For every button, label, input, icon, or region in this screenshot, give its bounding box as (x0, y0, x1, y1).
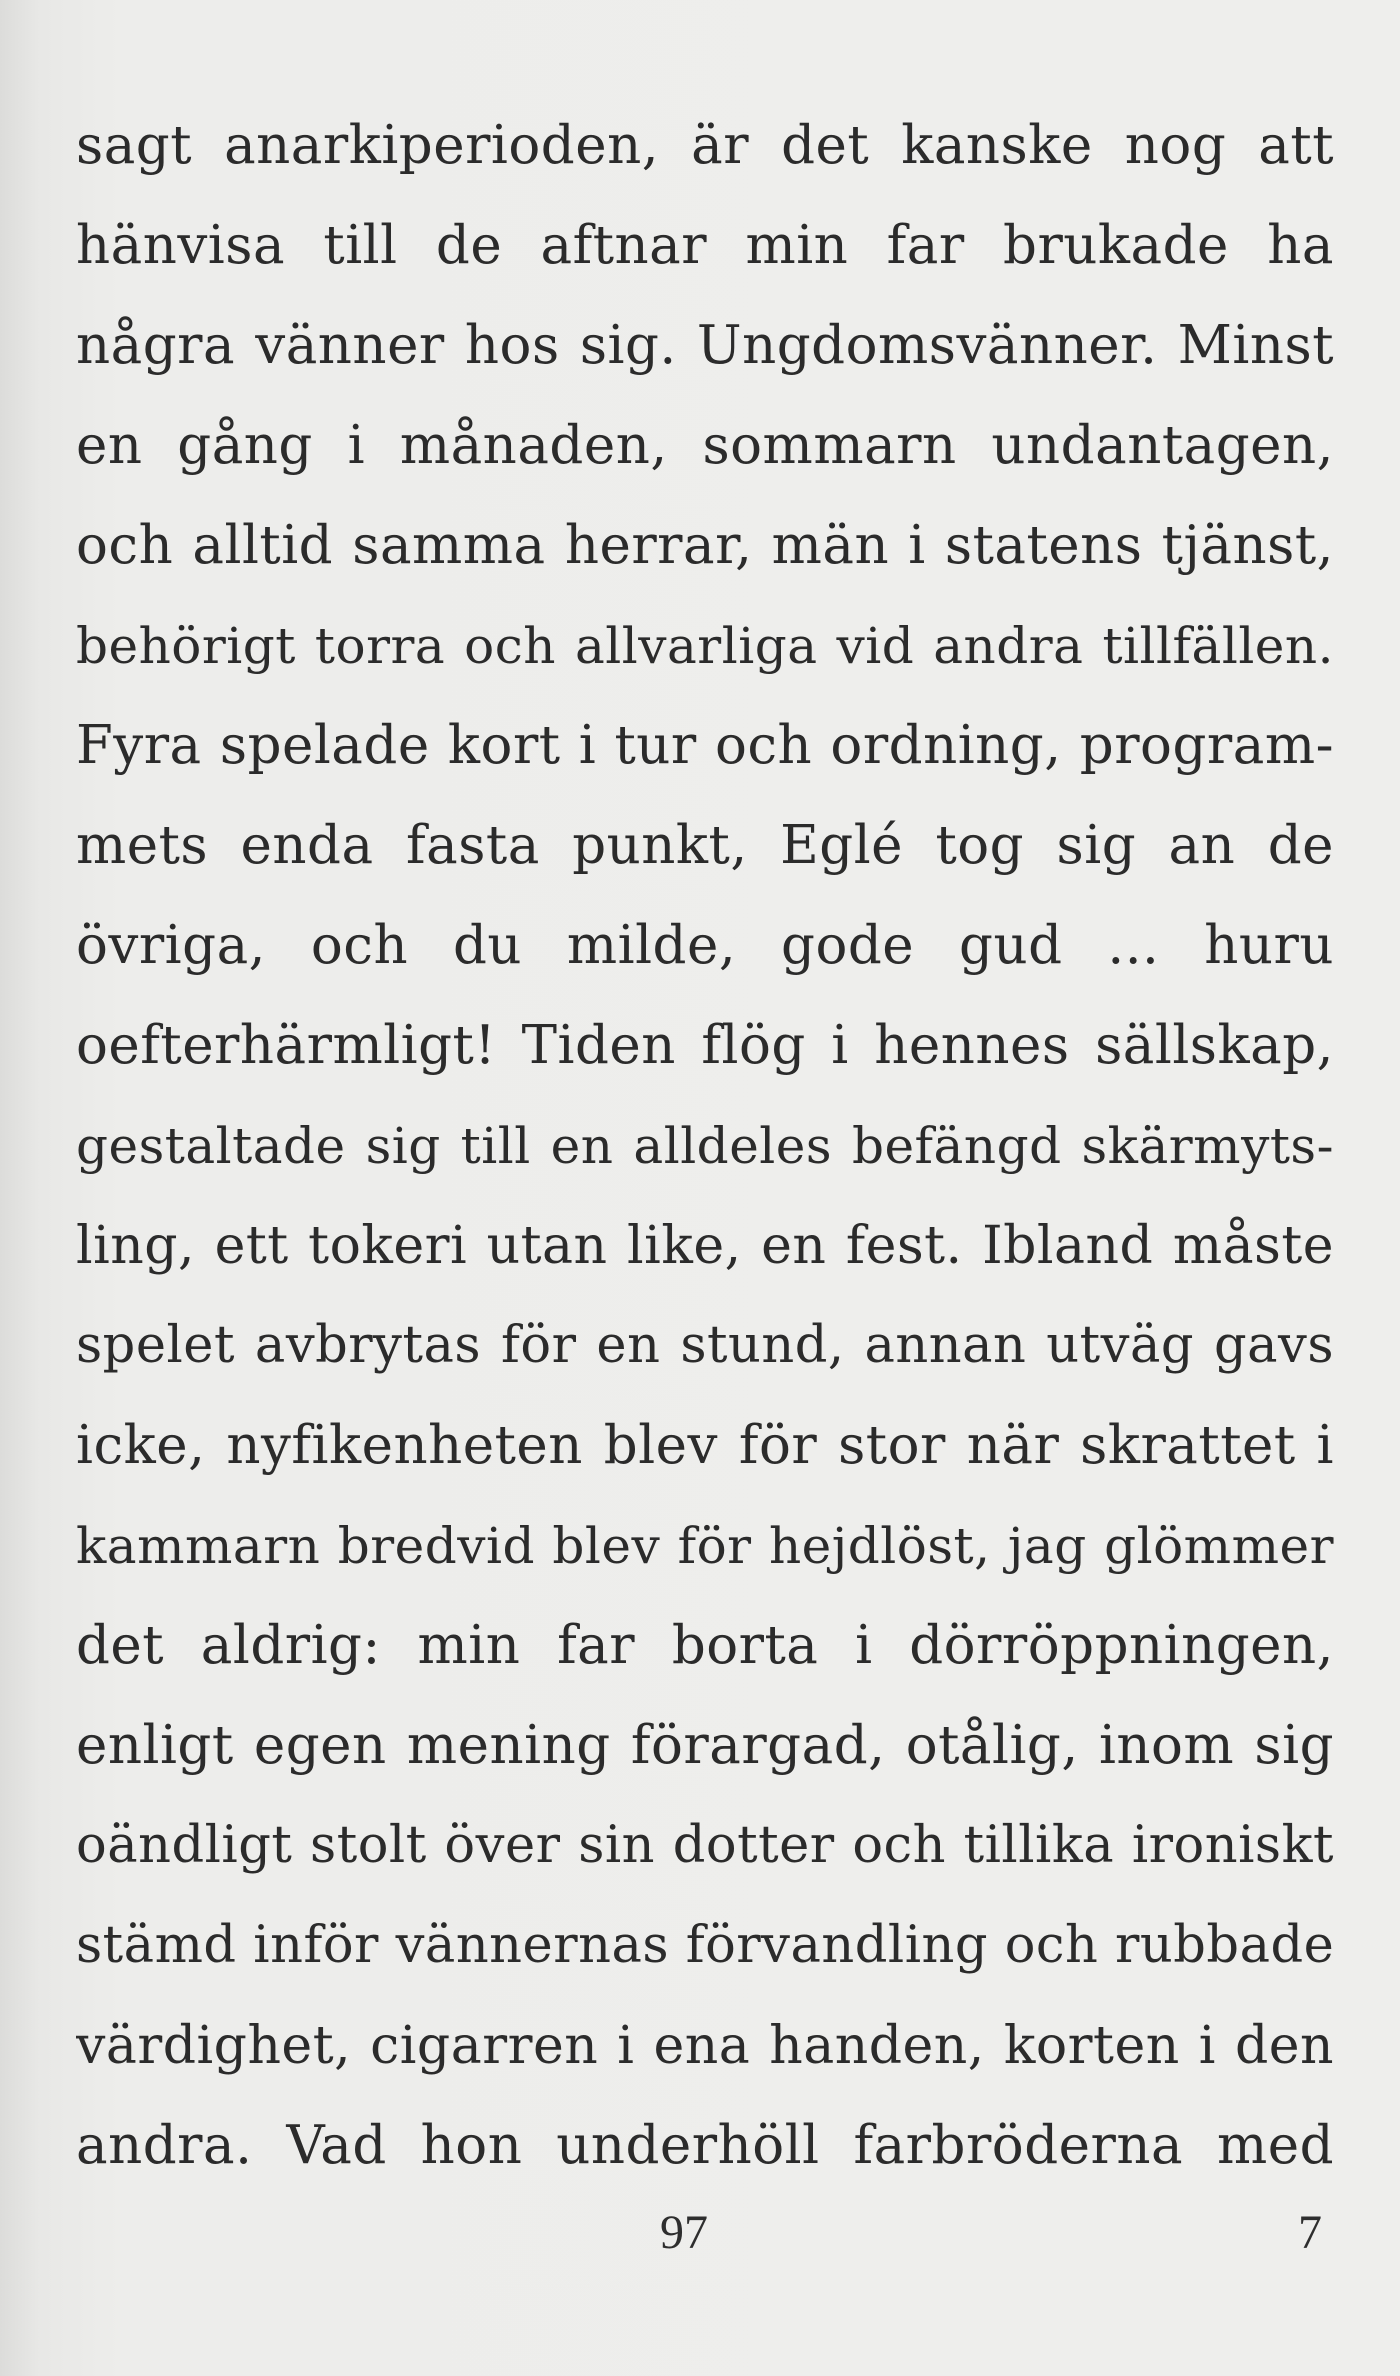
text-line: spelet avbrytas för en stund, annan utväg gavs (76, 1316, 1334, 1375)
text-line: gestaltade sig till en alldeles befängd skärmyts- (76, 1117, 1334, 1175)
text-line: sagt anarkiperioden, är det kanske nog att (76, 115, 1334, 176)
signature-mark: 7 (1298, 2206, 1322, 2259)
text-line: det aldrig: min far borta i dörröppningen, (76, 1615, 1334, 1676)
text-line: några vänner hos sig. Ungdomsvänner. Minst (76, 315, 1334, 376)
text-line: en gång i månaden, sommarn undantagen, (76, 415, 1334, 476)
text-line: hänvisa till de aftnar min far brukade ha (76, 215, 1334, 276)
text-line: ling, ett tokeri utan like, en fest. Ibland måste (76, 1216, 1334, 1276)
body-text (76, 96, 1334, 2196)
page-footer (0, 2205, 1400, 2285)
text-line: kammarn bredvid blev för hejdlöst, jag glömmer (76, 1517, 1334, 1575)
text-line: oefterhärmligt! Tiden flög i hennes sällskap, (76, 1015, 1334, 1076)
text-line: stämd inför vännernas förvandling och rubbade (76, 1916, 1334, 1975)
text-line: andra. Vad hon underhöll farbröderna med (76, 2115, 1334, 2176)
page-number: 97 (660, 2206, 708, 2259)
text-line: mets enda fasta punkt, Eglé tog sig an de (76, 815, 1334, 876)
text-line: behörigt torra och allvarliga vid andra tillfällen. (76, 617, 1334, 675)
text-line: Fyra spelade kort i tur och ordning, program- (76, 715, 1334, 776)
text-line: oändligt stolt över sin dotter och tillika ironiskt (76, 1816, 1334, 1875)
text-line: värdighet, cigarren i ena handen, korten i den (76, 2016, 1334, 2076)
text-line: enligt egen mening förargad, otålig, inom sig (76, 1715, 1334, 1776)
text-line: icke, nyfikenheten blev för stor när skrattet i (76, 1415, 1334, 1476)
text-line: och alltid samma herrar, män i statens tjänst, (76, 515, 1334, 576)
text-line: övriga, och du milde, gode gud ... huru (76, 915, 1334, 976)
